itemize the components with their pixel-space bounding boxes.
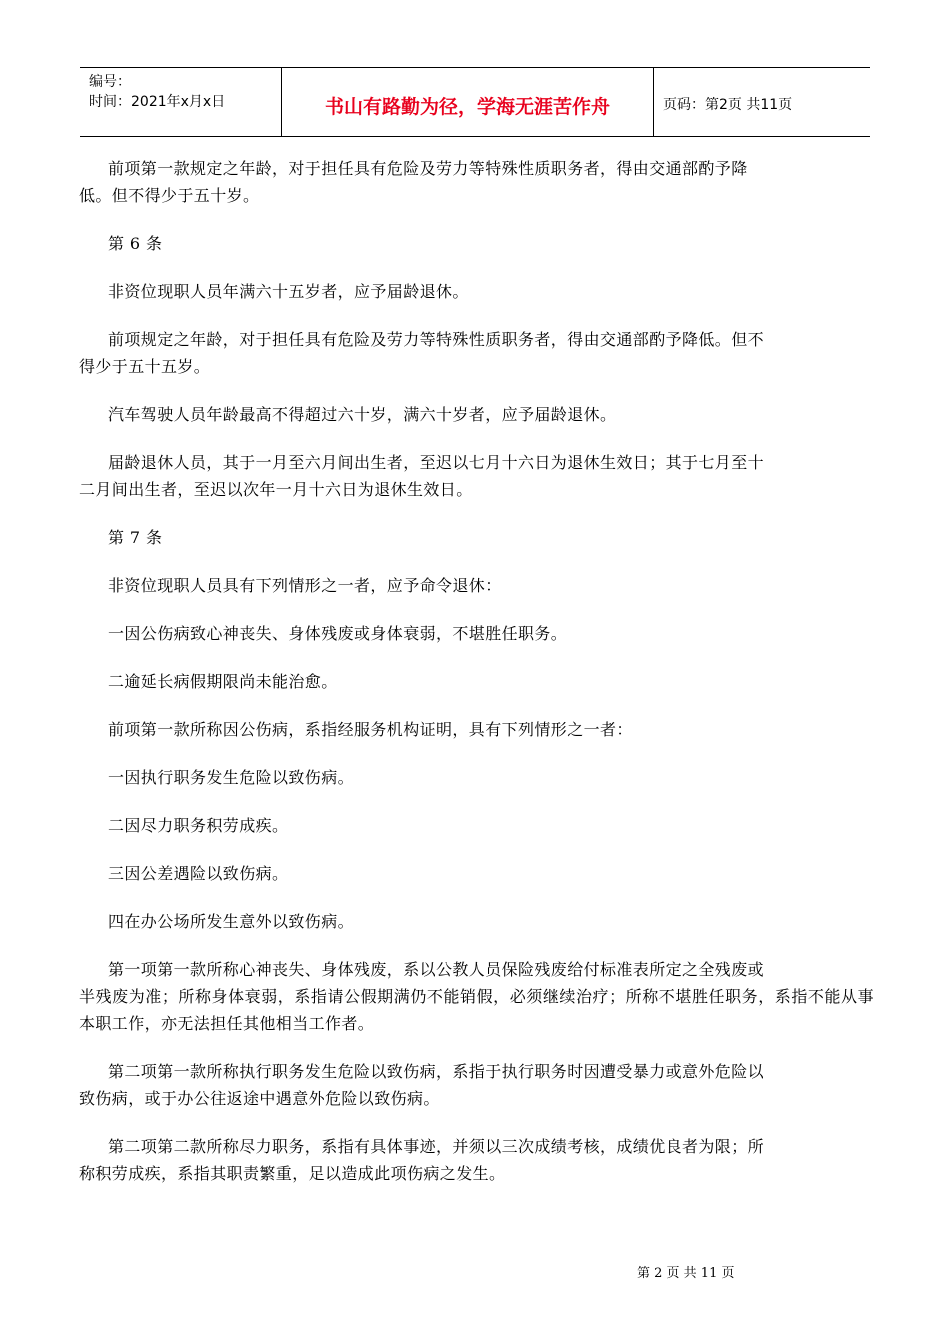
paragraph-first-line: 前项第一款所称因公伤病，系指经服务机构证明，具有下列情形之一者： xyxy=(108,720,633,739)
paragraph xyxy=(108,764,874,791)
document-time: 时间：2021年x月x日 xyxy=(89,94,226,110)
paragraph xyxy=(108,812,874,839)
paragraph-first-line: 二逾延长病假期限尚未能治愈。 xyxy=(108,672,338,691)
paragraph xyxy=(79,326,874,380)
paragraph-continuation: 二月间出生者，至迟以次年一月十六日为退休生效日。 xyxy=(79,480,473,499)
paragraph-first-line: 三因公差遇险以致伤病。 xyxy=(108,864,289,883)
header-motto: 书山有路勤为径，学海无涯苦作舟 xyxy=(282,68,654,136)
paragraph-first-line: 第二项第一款所称执行职务发生危险以致伤病，系指于执行职务时因遭受暴力或意外危险以 xyxy=(108,1062,765,1081)
document-body xyxy=(79,155,874,1208)
paragraph xyxy=(79,155,874,209)
header-meta xyxy=(80,68,282,136)
paragraph-first-line: 非资位现职人员具有下列情形之一者，应予命令退休： xyxy=(108,576,502,595)
paragraph xyxy=(79,449,874,503)
paragraph xyxy=(79,1133,874,1187)
paragraph-continuation: 称积劳成疾，系指其职责繁重，足以造成此项伤病之发生。 xyxy=(79,1164,506,1183)
paragraph-first-line: 一因执行职务发生危险以致伤病。 xyxy=(108,768,355,787)
paragraph-first-line: 一因公伤病致心神丧失、身体残废或身体衰弱，不堪胜任职务。 xyxy=(108,624,568,643)
paragraph xyxy=(108,524,874,551)
paragraph xyxy=(108,401,874,428)
paragraph-first-line: 四在办公场所发生意外以致伤病。 xyxy=(108,912,355,931)
document-number: 编号： xyxy=(89,74,131,90)
paragraph-continuation: 致伤病，或于办公往返途中遇意外危险以致伤病。 xyxy=(79,1089,440,1108)
paragraph-first-line: 汽车驾驶人员年龄最高不得超过六十岁，满六十岁者，应予届龄退休。 xyxy=(108,405,617,424)
paragraph xyxy=(108,668,874,695)
paragraph-first-line: 第一项第一款所称心神丧失、身体残废，系以公教人员保险残废给付标准表所定之全残废或 xyxy=(108,960,765,979)
header-page-info: 页码：第2页 共11页 xyxy=(663,97,793,113)
paragraph-continuation: 得少于五十五岁。 xyxy=(79,357,211,376)
paragraph xyxy=(108,278,874,305)
paragraph xyxy=(108,716,874,743)
paragraph xyxy=(108,572,874,599)
paragraph-first-line: 第 6 条 xyxy=(108,234,163,253)
paragraph xyxy=(108,908,874,935)
paragraph-continuation: 低。但不得少于五十岁。 xyxy=(79,186,260,205)
paragraph xyxy=(79,1058,874,1112)
paragraph-first-line: 届龄退休人员，其于一月至六月间出生者，至迟以七月十六日为退休生效日；其于七月至十 xyxy=(108,453,765,472)
page-header xyxy=(80,67,870,137)
paragraph xyxy=(108,230,874,257)
paragraph-first-line: 非资位现职人员年满六十五岁者，应予届龄退休。 xyxy=(108,282,469,301)
paragraph-first-line: 第 7 条 xyxy=(108,528,163,547)
footer-page-number: 第 2 页 共 11 页 xyxy=(637,1266,735,1281)
paragraph-first-line: 第二项第二款所称尽力职务，系指有具体事迹，并须以三次成绩考核，成绩优良者为限；所 xyxy=(108,1137,765,1156)
paragraph-first-line: 前项规定之年龄，对于担任具有危险及劳力等特殊性质职务者，得由交通部酌予降低。但不 xyxy=(108,330,765,349)
paragraph xyxy=(108,620,874,647)
paragraph xyxy=(108,860,874,887)
paragraph xyxy=(79,956,874,1037)
paragraph-first-line: 前项第一款规定之年龄，对于担任具有危险及劳力等特殊性质职务者，得由交通部酌予降 xyxy=(108,159,748,178)
paragraph-continuation: 半残废为准；所称身体衰弱，系指请公假期满仍不能销假，必须继续治疗；所称不堪胜任职务，系指不能从事本职工作，亦无法担任其他相当工作者。 xyxy=(79,987,874,1033)
paragraph-first-line: 二因尽力职务积劳成疾。 xyxy=(108,816,289,835)
